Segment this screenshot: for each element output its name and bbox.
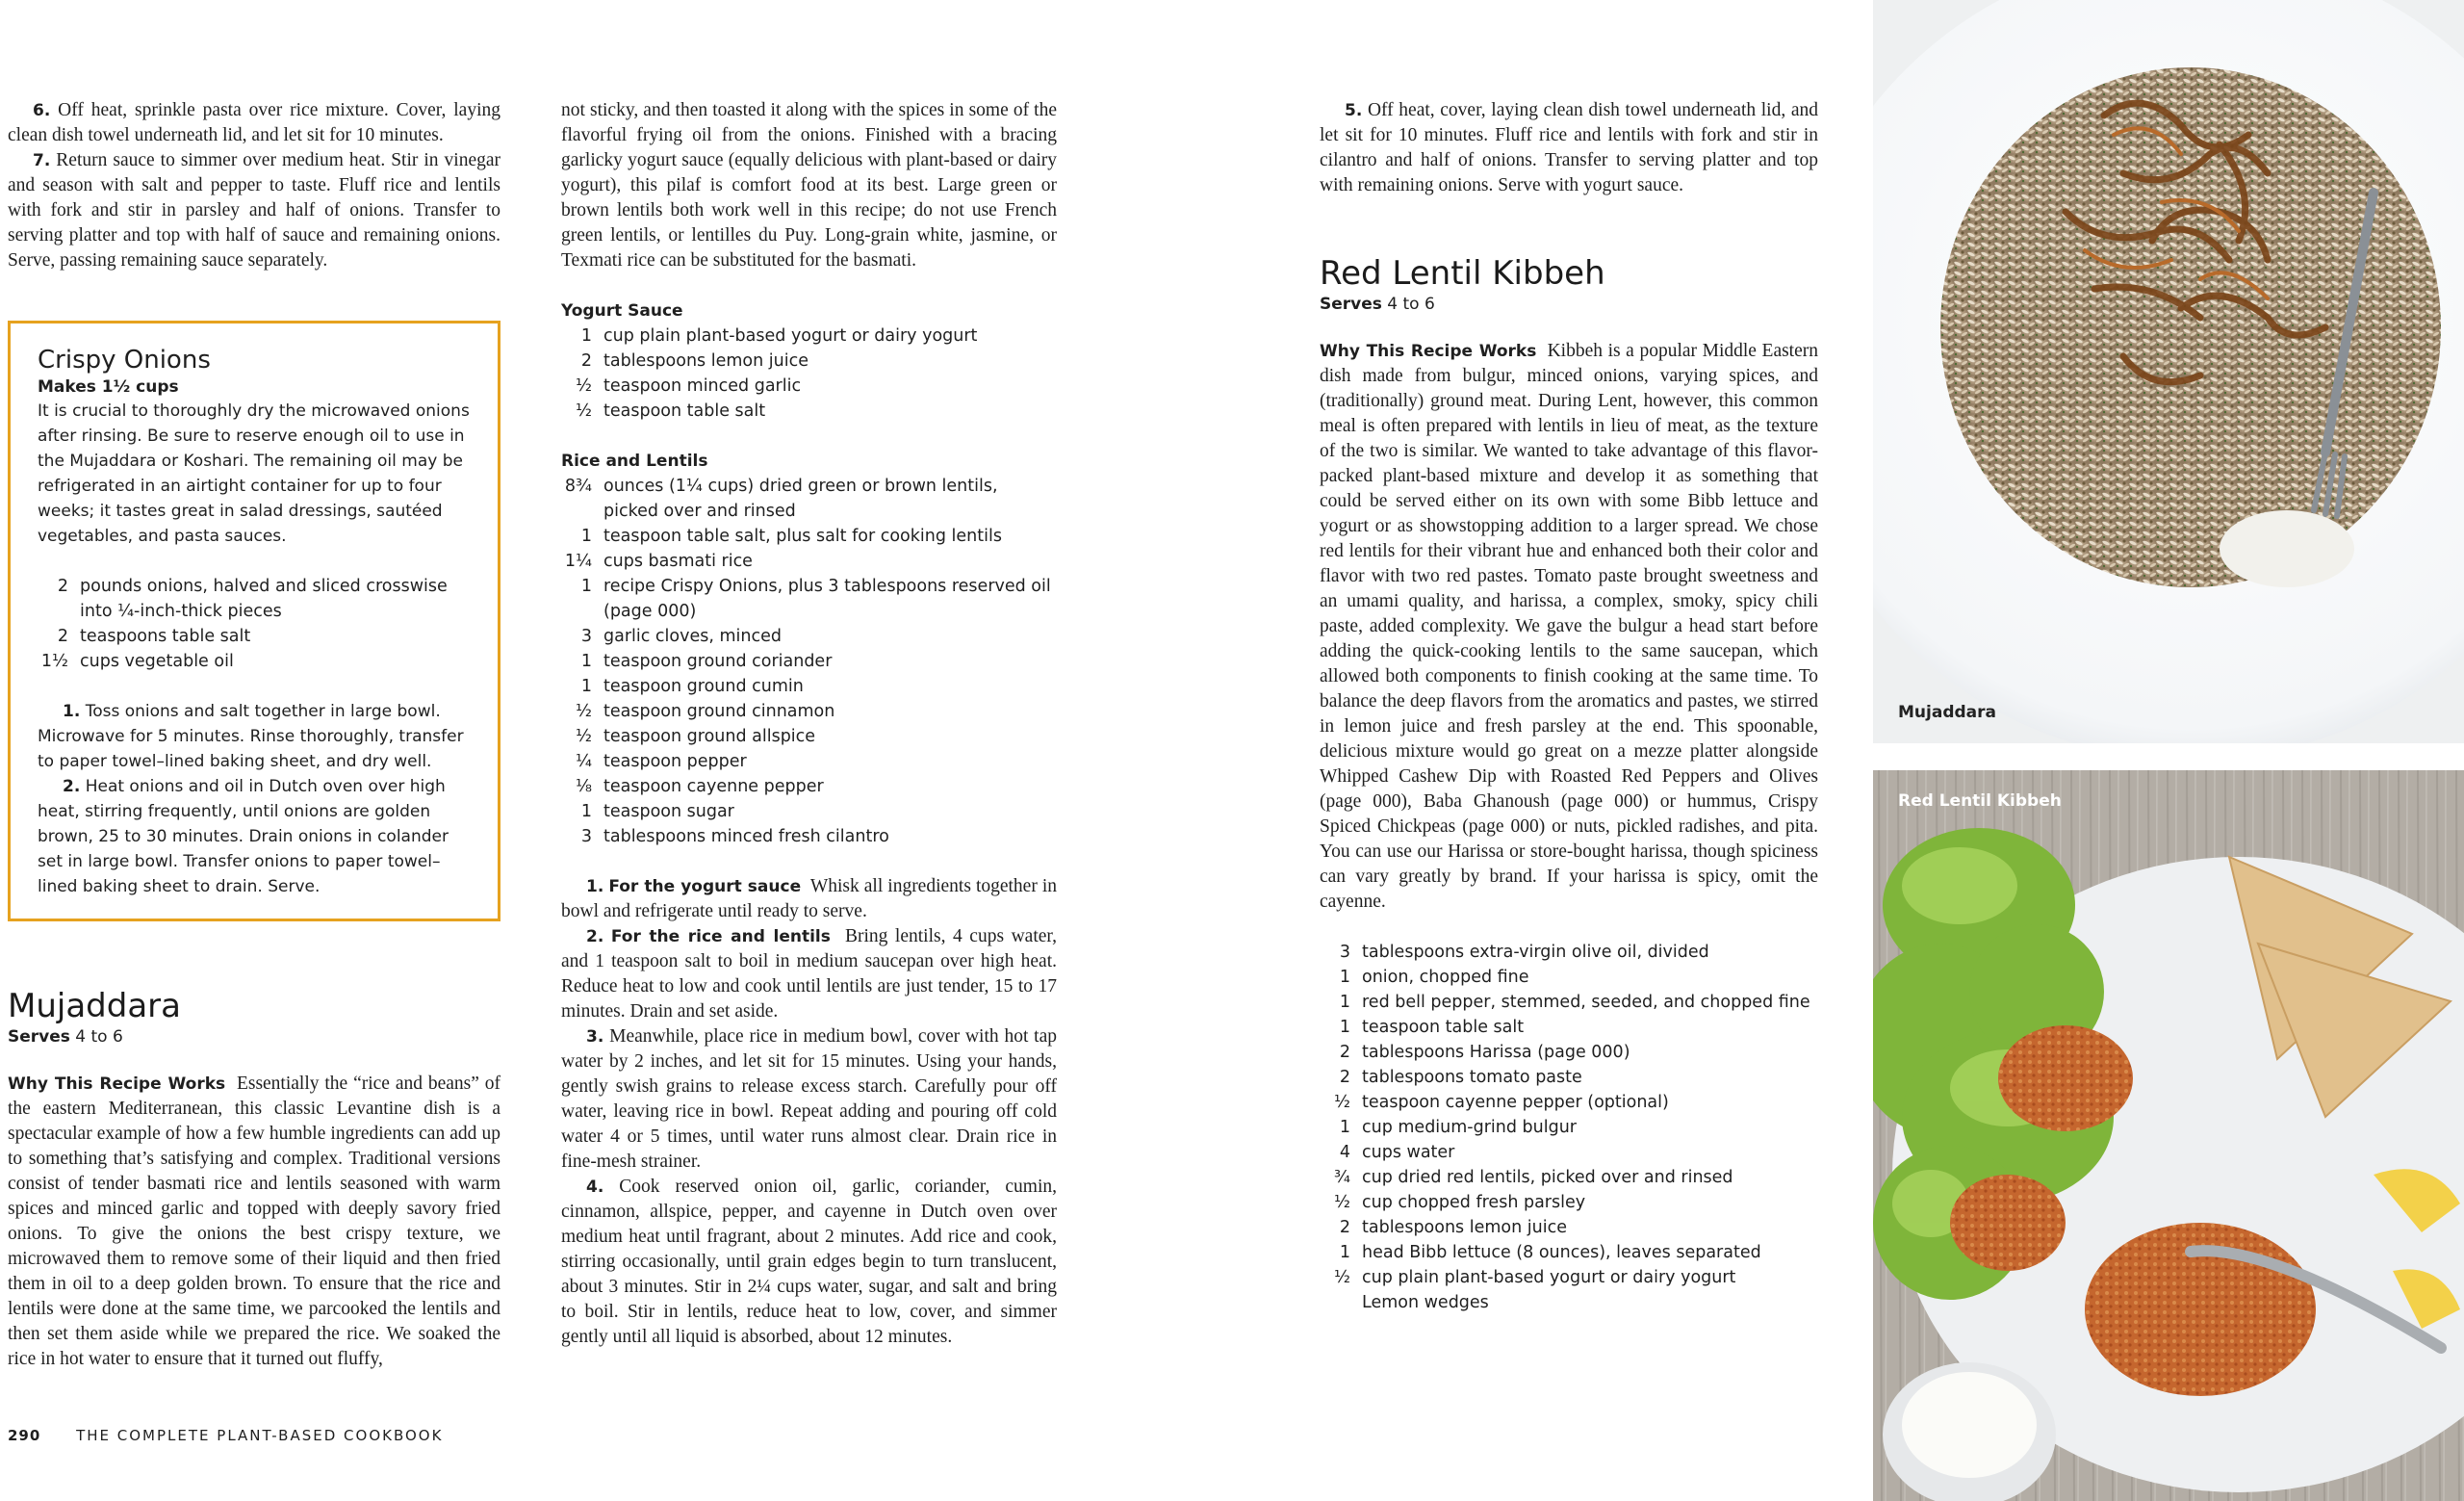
rice-lentils-ingredients [561,474,1057,849]
recipe-step [1320,98,1818,198]
ingredient-item [1320,1140,1818,1165]
ingredient-item [561,399,1057,424]
ingredient-text: pounds onions, halved and sliced crosswise into ¼-inch-thick pieces [80,577,448,621]
ingredient-item [1320,1090,1818,1115]
ingredient-text: teaspoon ground coriander [603,652,833,671]
serves-value: 4 to 6 [1387,295,1435,314]
ingredient-text: onion, chopped fine [1362,968,1529,987]
recipe-step [38,699,473,774]
ingredient-text: tablespoons Harissa (page 000) [1362,1043,1630,1062]
ingredient-text: teaspoon ground cinnamon [603,702,835,721]
ingredient-text: tablespoons tomato paste [1362,1068,1582,1087]
mujaddara-photo [1873,0,2464,743]
crispy-onions-ingredients [38,574,473,674]
step-number: 2. [586,927,604,946]
ingredient-item [38,574,473,624]
ingredient-quantity: 1 [1339,968,1350,987]
ingredient-item [1320,1190,1818,1215]
ingredient-item [561,524,1057,549]
step-number: 2. [63,777,81,796]
ingredient-quantity: 1 [580,326,592,346]
ingredient-quantity: ½ [1334,1268,1350,1287]
ingredient-quantity: ½ [576,401,592,421]
ingredient-item [1320,940,1818,965]
ingredient-item [38,649,473,674]
ingredient-item [561,824,1057,849]
ingredient-item [561,323,1057,349]
crispy-onions-steps [38,699,473,899]
crispy-onions-sidebar [8,321,500,921]
step-number: 5. [1345,101,1363,120]
recipe-step [8,148,500,273]
ingredient-text: teaspoon table salt [1362,1018,1525,1037]
why-label: Why This Recipe Works [1320,342,1537,361]
step-text: Meanwhile, place rice in medium bowl, cover with hot tap water by 2 inches, and let sit for 15 minutes. Using your hands, gently swish grains to release excess starch. Carefully pour off water, leaving rice in bowl. Repeat adding and pouring off cold water 4 or 5 times, until water runs almost clear. Drain rice in fine-mesh strainer. [561,1026,1057,1172]
ingredient-text: teaspoon cayenne pepper (optional) [1362,1093,1669,1112]
step-number: 1. [586,877,604,896]
step-text: Heat onions and oil in Dutch oven over high heat, stirring frequently, until onions are golden brown, 25 to 30 minutes. Drain onions in colander set in large bowl. Transfer onions to paper towel–lined baking sheet to drain. Serve. [38,777,449,896]
ingredient-text: tablespoons lemon juice [603,351,808,371]
mujaddara-photo-caption: Mujaddara [1898,703,1996,722]
ingredient-text: cup medium-grind bulgur [1362,1118,1578,1137]
book-title: THE COMPLETE PLANT-BASED COOKBOOK [76,1427,444,1444]
kibbeh-serves [1320,293,1818,316]
ingredient-quantity: ½ [576,376,592,396]
step-text: Cook reserved onion oil, garlic, coriander, cumin, cinnamon, allspice, pepper, and cayenne in Dutch oven over medium heat until fragrant, about 2 minutes. Add rice and cook, stirring occasionally, until grain edges begin to turn translucent, about 3 minutes. Stir in 2¼ cups water, sugar, and salt and bring to boil. Stir in lentils, reduce heat to low, cover, and simmer gently until all liquid is absorbed, about 12 minutes. [561,1177,1057,1347]
ingredient-text: tablespoons extra-virgin olive oil, divided [1362,943,1709,962]
ingredient-text: teaspoon ground allspice [603,727,816,746]
ingredient-quantity: ½ [1334,1193,1350,1212]
recipe-step [8,98,500,148]
ingredient-item [1320,965,1818,990]
ingredient-item [561,549,1057,574]
ingredient-text: Lemon wedges [1362,1293,1489,1312]
mujaddara-header [8,987,500,1372]
ingredient-text: teaspoon ground cumin [603,677,804,696]
ingredient-item [1320,990,1818,1015]
ingredient-quantity: ½ [576,727,592,746]
yogurt-sauce-heading: Yogurt Sauce [561,301,683,321]
kibbeh-plate-illustration [1873,770,2464,1501]
mujaddara-why-text-2: not sticky, and then toasted it along with the spices in some of the flavorful frying oil from the onions. Finished with a bracing garlicky yogurt sauce (equally delicious with plant-based or dairy yogurt), this pilaf is comfort food at its best. Large green or brown lentils both work well in this recipe; do not use French green lentils, or lentilles du Puy. Long-grain white, jasmine, or Texmati rice can be substituted for the basmati. [561,100,1057,271]
ingredient-quantity: 1 [580,577,592,596]
ingredient-text: red bell pepper, stemmed, seeded, and chopped fine [1362,993,1810,1012]
crispy-onions-title: Crispy Onions [38,346,211,375]
ingredient-quantity: 1 [1339,1118,1350,1137]
ingredient-quantity: 8¾ [564,477,592,496]
column-2 [561,98,1057,1350]
mujaddara-steps-6-7 [8,98,500,273]
ingredient-text: cups vegetable oil [80,652,234,671]
ingredient-item [561,799,1057,824]
kibbeh-title: Red Lentil Kibbeh [1320,254,1605,293]
ingredient-item [1320,1115,1818,1140]
ingredient-quantity: 1 [1339,993,1350,1012]
ingredient-text: teaspoon minced garlic [603,376,802,396]
step-text: Toss onions and salt together in large bowl. Microwave for 5 minutes. Rinse thoroughly, transfer to paper towel–lined baking sheet, and dry well. [38,702,464,771]
ingredient-text: ounces (1¼ cups) dried green or brown lentils, picked over and rinsed [603,477,998,521]
step-number: 6. [33,101,51,120]
ingredient-text: cups basmati rice [603,552,753,571]
mujaddara-steps-1-4 [561,874,1057,1350]
ingredient-item [1320,1240,1818,1265]
ingredient-item [38,624,473,649]
ingredient-item [1320,1040,1818,1065]
kibbeh-photo [1873,770,2464,1501]
ingredient-quantity: ½ [1334,1093,1350,1112]
step-lead: For the rice and lentils [610,927,831,946]
column-1 [8,98,500,273]
ingredient-item [561,724,1057,749]
ingredient-item [561,349,1057,374]
why-text: Essentially the “rice and beans” of the eastern Mediterranean, this classic Levantine dish is a spectacular example of how a few humble ingredients can add up to something that’s satisfying and complex. Traditional versions consist of tender basmati rice and lentils seasoned with warm spices and minced garlic and topped with deeply savory fried onions. To give the onions the best crispy texture, we microwaved them to remove some of their liquid and then fried them in oil to a deep golden brown. To ensure that the rice and lentils were done at the same time, we parcooked the lentils and then set them aside while we prepared the rice. We soaked the rice in hot water to ensure that it turned out fluffy, [8,1074,501,1369]
ingredient-quantity: 3 [1339,943,1350,962]
serves-label: Serves [1320,295,1382,314]
serves-value: 4 to 6 [75,1027,123,1047]
ingredient-quantity: 3 [580,827,592,846]
recipe-step [561,1175,1057,1350]
ingredient-text: cup plain plant-based yogurt or dairy yogurt [603,326,978,346]
ingredient-item [1320,1065,1818,1090]
ingredient-text: teaspoon sugar [603,802,734,821]
recipe-step [561,874,1057,924]
ingredient-quantity: 1 [580,677,592,696]
ingredient-item [561,774,1057,799]
mujaddara-serves [8,1025,500,1048]
ingredient-text: teaspoon cayenne pepper [603,777,824,796]
ingredient-quantity: 2 [1339,1068,1350,1087]
ingredient-text: teaspoon pepper [603,752,747,771]
ingredient-quantity: 1 [580,652,592,671]
recipe-step [561,1024,1057,1175]
column-3 [1320,98,1818,1315]
ingredient-quantity: 1 [1339,1018,1350,1037]
recipe-step [38,774,473,899]
ingredient-item [561,474,1057,524]
ingredient-quantity: 2 [580,351,592,371]
ingredient-quantity: 1¼ [564,552,592,571]
ingredient-text: teaspoon table salt [603,401,766,421]
ingredient-item [561,699,1057,724]
mujaddara-title: Mujaddara [8,987,181,1025]
step-text: Off heat, sprinkle pasta over rice mixture. Cover, laying clean dish towel underneath lid, and let sit for 10 minutes. [8,100,500,145]
ingredient-quantity: 3 [580,627,592,646]
ingredient-quantity: ½ [576,702,592,721]
mujaddara-step-5 [1320,98,1818,198]
ingredient-text: cup plain plant-based yogurt or dairy yogurt [1362,1268,1736,1287]
ingredient-quantity: 2 [1339,1218,1350,1237]
ingredient-item [1320,1015,1818,1040]
crispy-onions-yield: Makes 1½ cups [38,377,179,397]
ingredient-quantity: 1 [580,527,592,546]
ingredient-item [1320,1265,1818,1290]
ingredient-item [1320,1215,1818,1240]
yogurt-sauce-ingredients [561,323,1057,424]
ingredient-text: head Bibb lettuce (8 ounces), leaves separated [1362,1243,1761,1262]
step-text: Whisk all ingredients together in bowl and refrigerate until ready to serve. [561,876,1058,921]
page-number: 290 [8,1427,41,1444]
ingredient-quantity [1320,1290,1362,1315]
ingredient-quantity: ¼ [576,752,592,771]
kibbeh-why-text [1320,339,1818,915]
step-number: 1. [63,702,81,721]
ingredient-item [561,749,1057,774]
step-text: Bring lentils, 4 cups water, and 1 teaspoon salt to boil in medium saucepan over high heat. Reduce heat to low and cook until lentils are just tender, 15 to 17 minutes. Drain and set aside. [561,926,1057,1022]
ingredient-quantity: 2 [1339,1043,1350,1062]
ingredient-quantity: 1½ [40,652,68,671]
step-text: Off heat, cover, laying clean dish towel underneath lid, and let sit for 10 minutes. Fluff rice and lentils with fork and stir in cilantro and half of onions. Transfer to serving platter and top with remaining onions. Serve with yogurt sauce. [1320,100,1819,195]
why-label: Why This Recipe Works [8,1074,226,1094]
kibbeh-photo-caption: Red Lentil Kibbeh [1898,791,2062,811]
kibbeh-ingredients [1320,940,1818,1315]
ingredient-text: garlic cloves, minced [603,627,782,646]
ingredient-text: tablespoons minced fresh cilantro [603,827,889,846]
ingredient-quantity: 2 [57,627,68,646]
recipe-step [561,924,1057,1024]
step-number: 7. [33,151,51,170]
ingredient-item [561,574,1057,624]
ingredient-item [561,624,1057,649]
ingredient-item [1320,1290,1818,1315]
ingredient-item [561,649,1057,674]
ingredient-text: cup dried red lentils, picked over and rinsed [1362,1168,1733,1187]
crispy-onions-intro: It is crucial to thoroughly dry the microwaved onions after rinsing. Be sure to reserve enough oil to use in the Mujaddara or Koshari. The remaining oil may be refrigerated in an airtight container for up to four weeks; it tastes great in salad dressings, sautéed vegetables, and pasta sauces. [38,401,470,546]
why-text: Kibbeh is a popular Middle Eastern dish made from bulgur, minced onions, varying spices, and (traditionally) ground meat. During Lent, however, this common meal is often prepared with lentils in lieu of meat, as the texture of the two is similar. We wanted to take advantage of this flavor-packed plant-based mixture and develop it as something that could be served either on its own with some Bibb lettuce and yogurt or as showstopping addition to a larger spread. We chose red lentils for their vibrant hue and enhanced both their color and flavor with two red pastes. Tomato paste brought sweetness and an umami quality, and harissa, a complex, smoky, spicy chili paste, added complexity. We gave the bulgur a head start before adding the quick-cooking lentils to the same saucepan, which allowed both components to finish cooking at the same time. To balance the deep flavors from the aromatics and pastes, we stirred in lemon juice and fresh parsley at the end. This spoonable, delicious mixture would go great on a mezze platter alongside Whipped Cashew Dip with Roasted Red Peppers and Olives (page 000), Baba Ghanoush (page 000) or hummus, Crispy Spiced Chickpeas (page 000) or nuts, pickled radishes, and pita. You can use our Harissa or store-bought harissa, though spiciness can vary greatly by brand. If your harissa is spicy, omit the cayenne. [1320,341,1819,912]
ingredient-text: tablespoons lemon juice [1362,1218,1567,1237]
serves-label: Serves [8,1027,70,1047]
mujaddara-why-text-1 [8,1072,500,1372]
ingredient-quantity: 1 [1339,1243,1350,1262]
ingredient-quantity: ⅛ [576,777,592,796]
mujaddara-plate-illustration [1873,0,2464,743]
ingredient-text: teaspoons table salt [80,627,251,646]
step-number: 4. [586,1178,604,1197]
ingredient-quantity: 2 [57,577,68,596]
ingredient-text: cup chopped fresh parsley [1362,1193,1586,1212]
ingredient-item [561,674,1057,699]
page-footer [8,1427,443,1444]
step-number: 3. [586,1027,604,1047]
ingredient-text: recipe Crispy Onions, plus 3 tablespoons reserved oil (page 000) [603,577,1051,621]
ingredient-quantity: 4 [1339,1143,1350,1162]
ingredient-quantity: ¾ [1334,1168,1350,1187]
rice-lentils-heading: Rice and Lentils [561,452,708,471]
ingredient-text: teaspoon table salt, plus salt for cooking lentils [603,527,1002,546]
ingredient-quantity: 1 [580,802,592,821]
ingredient-item [561,374,1057,399]
ingredient-item [1320,1165,1818,1190]
ingredient-text: cups water [1362,1143,1455,1162]
step-lead: For the yogurt sauce [608,877,802,896]
step-text: Return sauce to simmer over medium heat. Stir in vinegar and season with salt and pepper to taste. Fluff rice and lentils with fork and stir in parsley and half of onions. Transfer to serving platter and top with half of sauce and remaining onions. Serve, passing remaining sauce separately. [8,150,500,271]
